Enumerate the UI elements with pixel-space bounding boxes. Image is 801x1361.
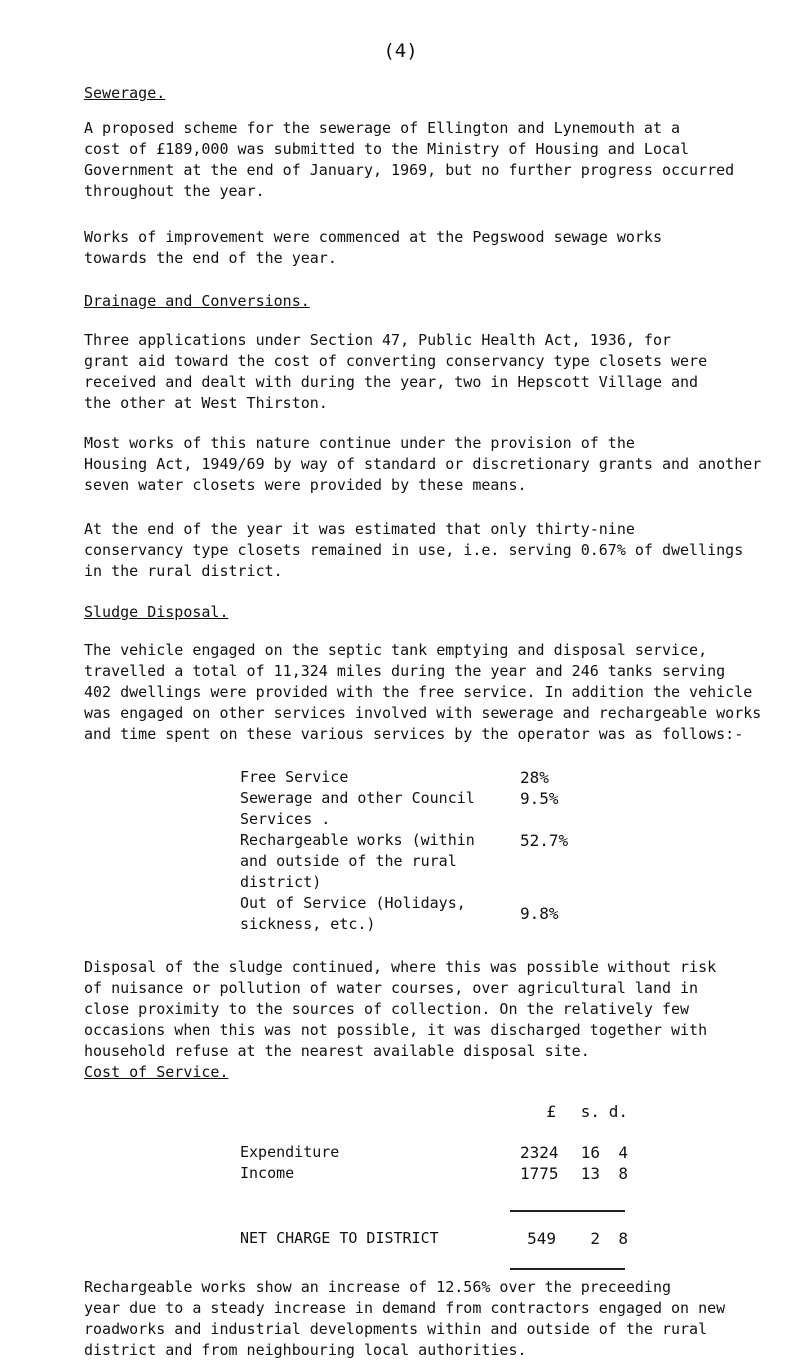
- column-header-shillings: s.: [580, 1102, 600, 1121]
- cost-pounds: 1775: [520, 1164, 559, 1183]
- service-label: Rechargeable works (within and outside of the rural district): [240, 831, 475, 891]
- heading-sludge-disposal: Sludge Disposal.: [84, 603, 229, 621]
- cost-row-label: Expenditure: [240, 1143, 340, 1161]
- paragraph-sludge-disposal: Disposal of the sludge continued, where this was possible without risk of nuisance or pollution of water courses, over agricultural land in close proximity to the sources of collection. On the relatively few occasions when this was not possible, it was discharged together with household refuse at the nearest available disposal site.: [84, 958, 717, 1060]
- heading-cost-of-service: Cost of Service.: [84, 1063, 229, 1081]
- cost-pence: 4: [618, 1143, 628, 1162]
- service-percent: 9.5%: [520, 789, 559, 808]
- cost-pounds: 2324: [520, 1143, 559, 1162]
- paragraph-housing-act: Most works of this nature continue under the provision of the Housing Act, 1949/69 by way of standard or discretionary grants and another seven water closets were provided by these means.: [84, 434, 762, 494]
- column-header-pounds: £: [546, 1102, 556, 1121]
- heading-sewerage: Sewerage.: [84, 84, 166, 102]
- paragraph-closets-estimate: At the end of the year it was estimated that only thirty-nine conservancy type closets remained in use, i.e. serving 0.67% of dwellings in the rural district.: [84, 520, 744, 580]
- cost-shillings: 16: [580, 1143, 600, 1162]
- paragraph-vehicle-service: The vehicle engaged on the septic tank emptying and disposal service, travelled a total of 11,324 miles during the year and 246 tanks serving 402 dwellings were provided with the free service. In addition the vehicle was engaged on other services involved with sewerage and rechargeable works and time spent on these various services by the operator was as follows:-: [84, 641, 762, 743]
- paragraph-rechargeable-works: Rechargeable works show an increase of 12.56% over the preceeding year due to a steady increase in demand from contractors engaged on new roadworks and industrial developments within and outside of the rural district and from neighbouring local authorities.: [84, 1278, 726, 1359]
- net-charge-label: NET CHARGE TO DISTRICT: [240, 1229, 439, 1247]
- page-number: (4): [383, 40, 418, 62]
- cost-shillings: 13: [580, 1164, 600, 1183]
- column-header-pence: d.: [608, 1102, 628, 1121]
- net-shillings: 2: [590, 1229, 600, 1248]
- service-percent: 28%: [520, 768, 549, 787]
- divider-rule: [510, 1268, 625, 1270]
- heading-drainage: Drainage and Conversions.: [84, 292, 310, 310]
- service-percent: 9.8%: [520, 904, 559, 923]
- paragraph-sewerage-scheme: A proposed scheme for the sewerage of Ellington and Lynemouth at a cost of £189,000 was submitted to the Ministry of Housing and Local Government at the end of January, 1969, but no further progress occurred throughout the year.: [84, 119, 735, 200]
- service-label: Sewerage and other Council Services .: [240, 789, 475, 828]
- service-label: Free Service: [240, 768, 349, 786]
- service-percent: 52.7%: [520, 831, 569, 850]
- net-pounds: 549: [527, 1229, 556, 1248]
- divider-rule: [510, 1210, 625, 1212]
- paragraph-section-47: Three applications under Section 47, Public Health Act, 1936, for grant aid toward the cost of converting conservancy type closets were received and dealt with during the year, two in Hepscott Village and the other at West Thirston.: [84, 331, 708, 412]
- service-label: Out of Service (Holidays, sickness, etc.): [240, 894, 466, 933]
- net-pence: 8: [618, 1229, 628, 1248]
- cost-row-label: Income: [240, 1164, 295, 1182]
- cost-pence: 8: [618, 1164, 628, 1183]
- paragraph-pegswood-works: Works of improvement were commenced at the Pegswood sewage works towards the end of the year.: [84, 228, 662, 267]
